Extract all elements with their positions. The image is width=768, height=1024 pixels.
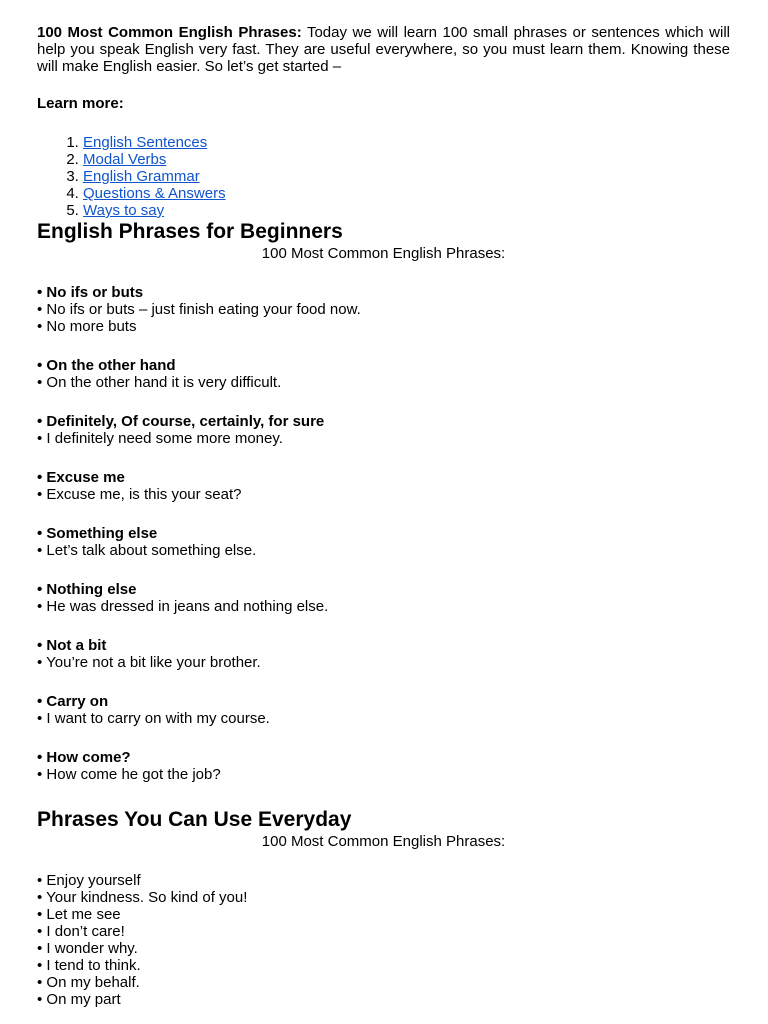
section1-phrase-list [37, 284, 730, 783]
learn-more-item [83, 185, 730, 202]
learn-more-list [37, 134, 730, 219]
phrase-group [37, 284, 730, 335]
phrase-example: • I definitely need some more money. [37, 430, 283, 447]
intro-paragraph [37, 24, 730, 75]
phrase-group [37, 693, 730, 727]
phrase-example: • You’re not a bit like your brother. [37, 654, 261, 671]
phrase-heading: • How come? [37, 749, 131, 766]
phrase-group [37, 637, 730, 671]
learn-more-item [83, 168, 730, 185]
phrase-item: • I don’t care! [37, 923, 125, 940]
intro-text: Today we will learn 100 small phrases or sentences which will help you speak English very fast. They are useful everywhere, so you must learn them. Knowing these will make English easier. So let’s get started – [37, 24, 730, 75]
phrase-example: • I want to carry on with my course. [37, 710, 270, 727]
learn-more-item [83, 151, 730, 168]
phrase-item: • On my part [37, 991, 121, 1008]
link-questions-answers[interactable]: Questions & Answers [83, 185, 226, 202]
link-ways-to-say[interactable]: Ways to say [83, 202, 165, 219]
link-modal-verbs[interactable]: Modal Verbs [83, 151, 167, 168]
phrase-example: • He was dressed in jeans and nothing else. [37, 598, 329, 615]
phrase-example: • No more buts [37, 318, 137, 335]
phrase-item: • Your kindness. So kind of you! [37, 889, 248, 906]
section2-heading: Phrases You Can Use Everyday [37, 808, 352, 831]
phrase-heading: • Definitely, Of course, certainly, for sure [37, 413, 325, 430]
phrase-heading: • Not a bit [37, 637, 107, 654]
phrase-item: • Let me see [37, 906, 121, 923]
phrase-heading: • On the other hand [37, 357, 176, 374]
phrase-item: • Enjoy yourself [37, 872, 141, 889]
phrase-group [37, 525, 730, 559]
phrase-item: • I wonder why. [37, 940, 138, 957]
section2-subtitle: 100 Most Common English Phrases: [261, 833, 506, 850]
learn-more-item [83, 202, 730, 219]
phrase-group [37, 357, 730, 391]
link-english-sentences[interactable]: English Sentences [83, 134, 208, 151]
intro-bold-lead: 100 Most Common English Phrases: [37, 24, 302, 41]
phrase-group [37, 581, 730, 615]
phrase-example: • Let’s talk about something else. [37, 542, 257, 559]
phrase-heading: • Carry on [37, 693, 109, 710]
section1-heading: English Phrases for Beginners [37, 220, 343, 243]
phrase-example: • No ifs or buts – just finish eating your food now. [37, 301, 361, 318]
phrase-item: • I tend to think. [37, 957, 141, 974]
learn-more-label: Learn more: [37, 95, 124, 112]
phrase-heading: • No ifs or buts [37, 284, 144, 301]
phrase-heading: • Something else [37, 525, 158, 542]
phrase-example: • How come he got the job? [37, 766, 221, 783]
phrase-example: • On the other hand it is very difficult. [37, 374, 282, 391]
section1-subtitle: 100 Most Common English Phrases: [261, 245, 506, 262]
phrase-item: • On my behalf. [37, 974, 140, 991]
link-english-grammar[interactable]: English Grammar [83, 168, 200, 185]
phrase-example: • Excuse me, is this your seat? [37, 486, 242, 503]
phrase-group [37, 749, 730, 783]
phrase-group [37, 413, 730, 447]
phrase-heading: • Nothing else [37, 581, 137, 598]
learn-more-item [83, 134, 730, 151]
section2-phrase-list [37, 872, 730, 1008]
phrase-group [37, 469, 730, 503]
phrase-heading: • Excuse me [37, 469, 125, 486]
